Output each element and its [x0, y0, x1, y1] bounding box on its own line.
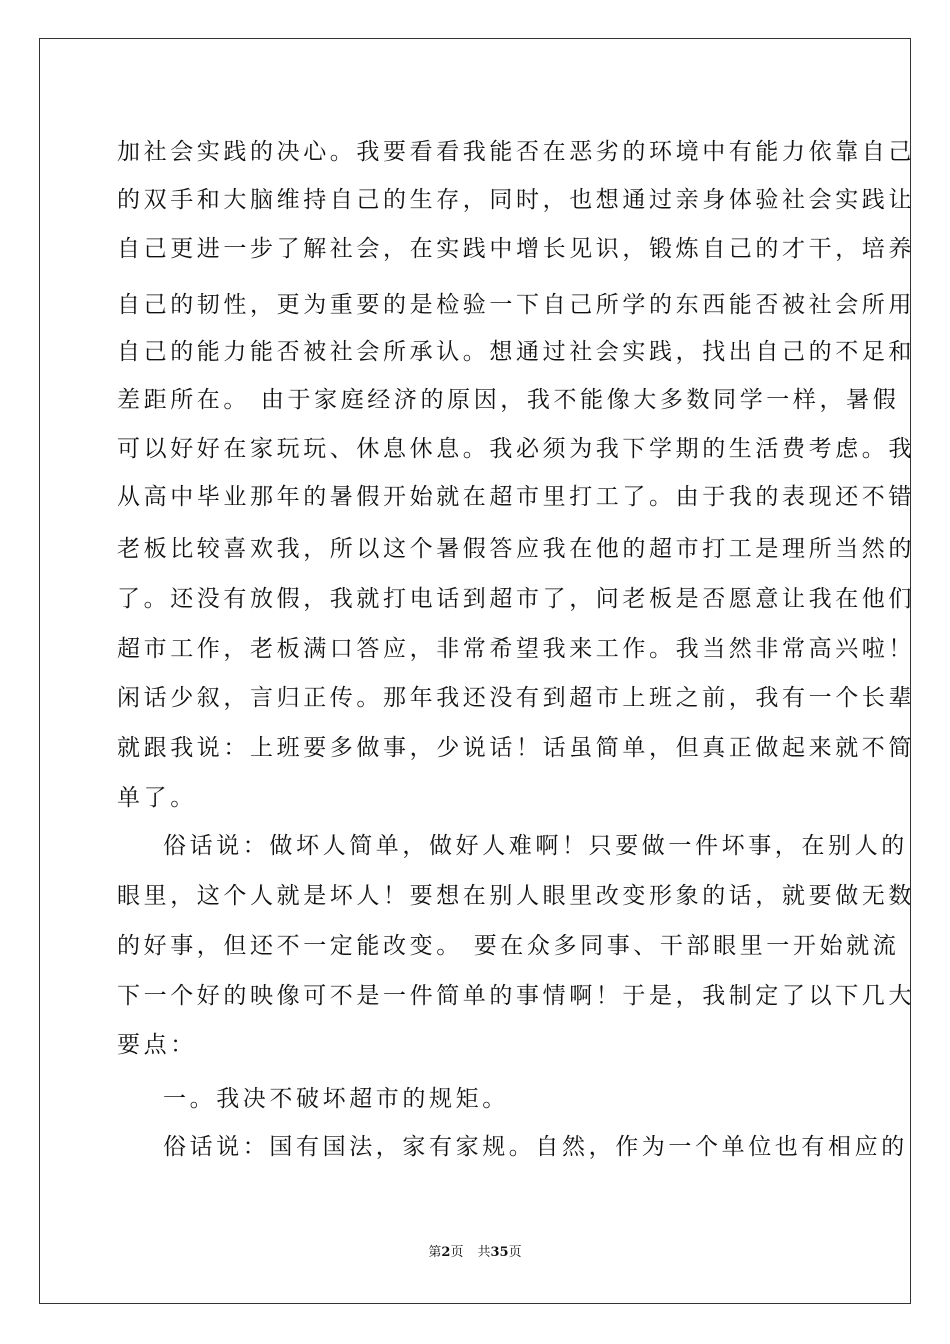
text-line: 自己的能力能否被社会所承认。想通过社会实践，找出自己的不足和	[117, 339, 915, 365]
text-line: 老板比较喜欢我，所以这个暑假答应我在他的超市打工是理所当然的	[117, 536, 915, 562]
text-line: 要点：	[117, 1032, 197, 1058]
text-line: 的好事，但还不一定能改变。 要在众多同事、干部眼里一开始就流	[117, 933, 900, 959]
page-footer	[0, 1245, 950, 1261]
total-pages: 35	[490, 1245, 509, 1260]
text-line: 的双手和大脑维持自己的生存，同时，也想通过亲身体验社会实践让	[117, 187, 915, 213]
text-line: 自己的韧性，更为重要的是检验一下自己所学的东西能否被社会所用	[117, 292, 915, 318]
text-line: 可以好好在家玩玩、休息休息。我必须为我下学期的生活费考虑。我	[117, 436, 915, 462]
text-line: 闲话少叙，言归正传。那年我还没有到超市上班之前，我有一个长辈	[117, 685, 915, 711]
text-line: 自己更进一步了解社会，在实践中增长见识，锻炼自己的才干，培养	[117, 236, 915, 262]
text-line: 了。还没有放假，我就打电话到超市了，问老板是否愿意让我在他们	[117, 586, 915, 612]
page-number: 2	[441, 1245, 451, 1260]
paragraph-first-line: 俗话说：做坏人简单，做好人难啊！只要做一件坏事，在别人的	[163, 833, 908, 859]
text-line: 下一个好的映像可不是一件简单的事情啊！于是，我制定了以下几大	[117, 983, 915, 1009]
total-suffix: 页	[508, 1245, 522, 1260]
text-line: 眼里，这个人就是坏人！要想在别人眼里改变形象的话，就要做无数	[117, 883, 915, 909]
text-line: 从高中毕业那年的暑假开始就在超市里打工了。由于我的表现还不错	[117, 484, 915, 510]
page-suffix: 页	[450, 1245, 464, 1260]
text-line: 超市工作，老板满口答应，非常希望我来工作。我当然非常高兴啦！	[117, 636, 915, 662]
text-line: 加社会实践的决心。我要看看我能否在恶劣的环境中有能力依靠自己	[117, 139, 915, 165]
total-prefix: 共	[477, 1245, 491, 1260]
list-item: 一。我决不破坏超市的规矩。	[163, 1086, 509, 1112]
page-border	[39, 38, 911, 1304]
paragraph-first-line: 俗话说：国有国法，家有家规。自然，作为一个单位也有相应的	[163, 1134, 908, 1160]
text-line: 差距所在。 由于家庭经济的原因，我不能像大多数同学一样，暑假	[117, 387, 900, 413]
page-prefix: 第	[428, 1245, 442, 1260]
text-line: 单了。	[117, 785, 197, 811]
text-line: 就跟我说：上班要多做事，少说话！话虽简单，但真正做起来就不简	[117, 735, 915, 761]
